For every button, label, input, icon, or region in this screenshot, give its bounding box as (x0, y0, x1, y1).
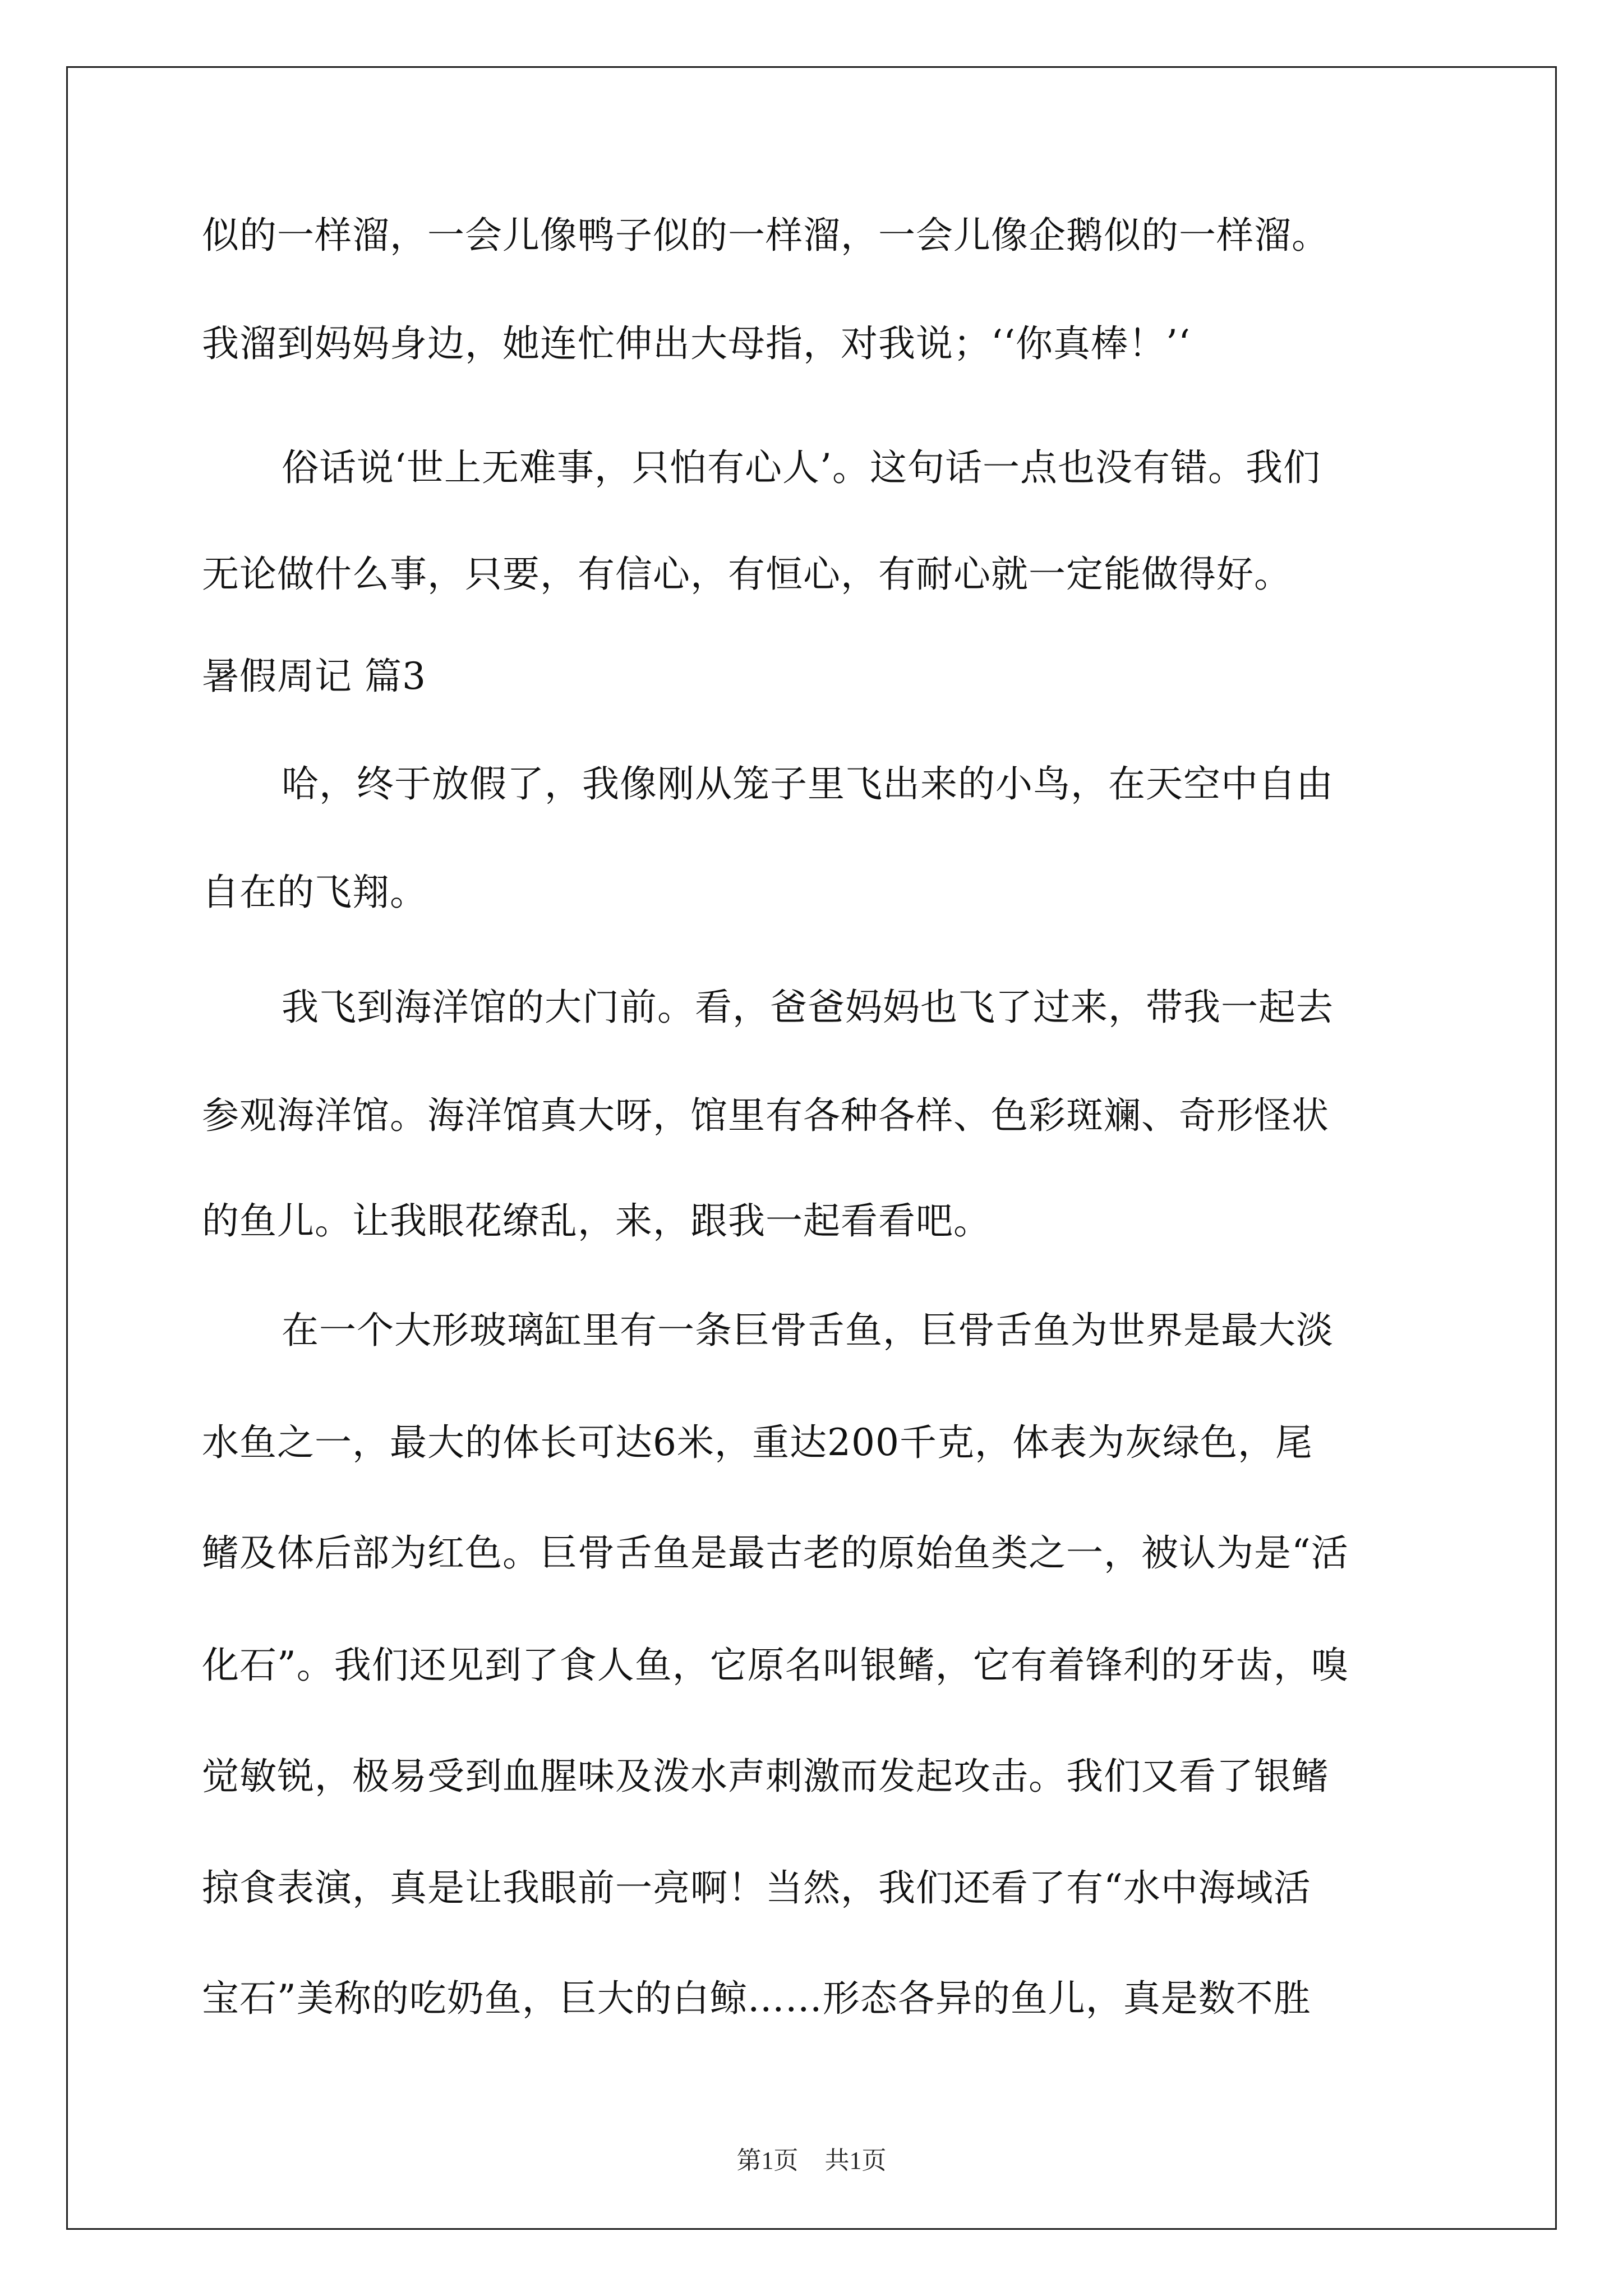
paragraph-line: 觉敏锐，极易受到血腥味及泼水声刺激而发起攻击。我们又看了银鳍 (202, 1755, 1329, 1798)
paragraph-line: 我溜到妈妈身边，她连忙伸出大母指，对我说；‘‘你真棒！’‘ (202, 322, 1191, 365)
paragraph-line: 掠食表演，真是让我眼前一亮啊！当然，我们还看了有“水中海域活 (202, 1866, 1311, 1910)
paragraph-line: 我飞到海洋馆的大门前。看，爸爸妈妈也飞了过来，带我一起去 (282, 986, 1334, 1029)
paragraph-line: 俗话说‘世上无难事，只怕有心人’。这句话一点也没有错。我们 (282, 446, 1321, 489)
paragraph-line: 似的一样溜，一会儿像鸭子似的一样溜，一会儿像企鹅似的一样溜。 (202, 214, 1329, 257)
page-number: 第1页 (736, 2147, 799, 2174)
paragraph-line: 化石”。我们还见到了食人鱼，它原名叫银鳍，它有着锋利的牙齿，嗅 (202, 1644, 1349, 1687)
section-heading: 暑假周记 篇3 (202, 655, 426, 698)
paragraph-line: 在一个大形玻璃缸里有一条巨骨舌鱼，巨骨舌鱼为世界是最大淡 (282, 1309, 1334, 1352)
page-footer (0, 2140, 1623, 2176)
paragraph-line: 鳍及体后部为红色。巨骨舌鱼是最古老的原始鱼类之一，被认为是“活 (202, 1531, 1349, 1575)
paragraph-line: 宝石”美称的吃奶鱼，巨大的白鲸……形态各异的鱼儿，真是数不胜 (202, 1977, 1311, 2020)
paragraph-line: 的鱼儿。让我眼花缭乱，来，跟我一起看看吧。 (202, 1199, 991, 1243)
paragraph-line: 哈，终于放假了，我像刚从笼子里飞出来的小鸟，在天空中自由 (282, 762, 1334, 806)
paragraph-line: 自在的飞翔。 (202, 871, 427, 914)
paragraph-line: 无论做什么事，只要，有信心，有恒心，有耐心就一定能做得好。 (202, 553, 1292, 596)
total-pages: 共1页 (824, 2147, 887, 2174)
paragraph-line: 水鱼之一，最大的体长可达6米，重达200千克，体表为灰绿色，尾 (202, 1421, 1313, 1464)
paragraph-line: 参观海洋馆。海洋馆真大呀，馆里有各种各样、色彩斑斓、奇形怪状 (202, 1094, 1329, 1137)
